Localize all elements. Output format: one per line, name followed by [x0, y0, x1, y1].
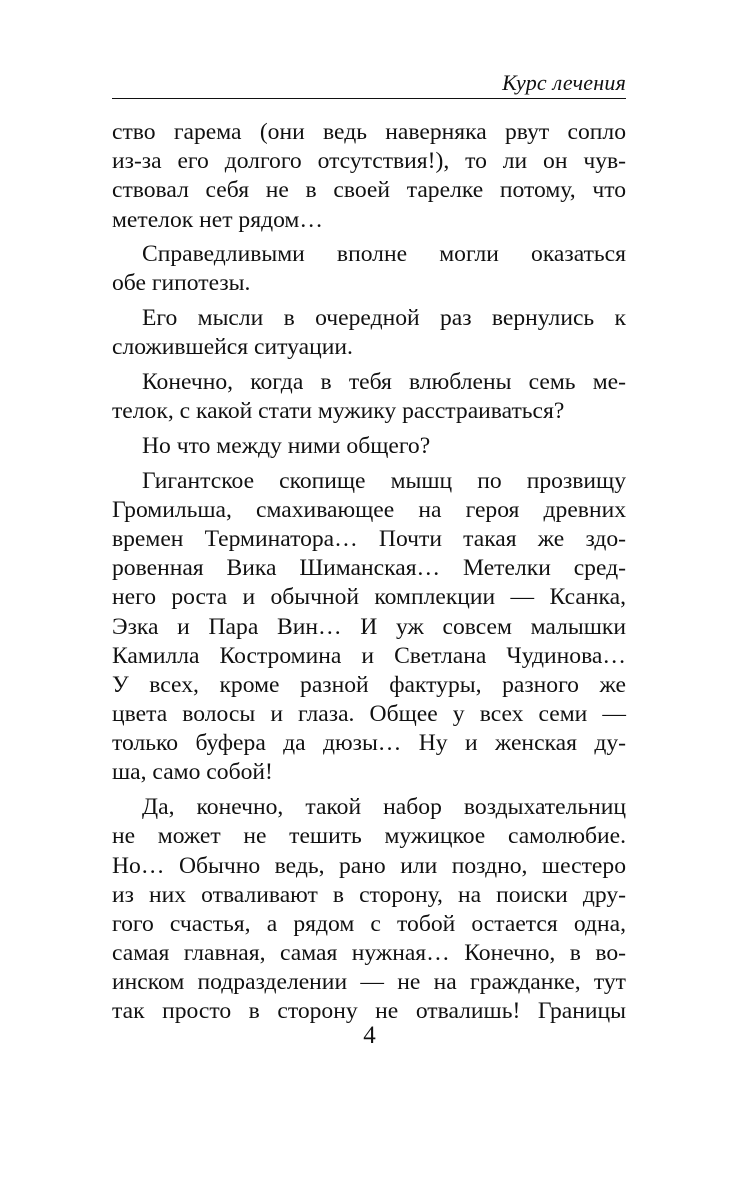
paragraph: [112, 304, 626, 362]
text-line: самая главная, самая нужная… Конечно, в во-: [112, 940, 626, 967]
paragraph: [112, 467, 626, 788]
text-line: ша, само собой!: [112, 759, 273, 786]
paragraph: [112, 368, 626, 426]
text-line: метелок нет рядом…: [112, 206, 323, 233]
text-line: не может не тешить мужицкое самолюбие.: [112, 823, 626, 850]
page-number: 4: [363, 1022, 376, 1049]
running-head: Курс лечения: [112, 72, 626, 99]
body-text: [112, 118, 626, 1032]
text-line: из них отваливают в сторону, на поиски дру-: [112, 881, 626, 908]
text-line: Гигантское скопище мышц по прозвищу: [142, 467, 626, 494]
text-line: Конечно, когда в тебя влюблены семь ме-: [142, 369, 626, 395]
text-line: ствовал себя не в своей тарелке потому, что: [112, 177, 626, 204]
text-line: цвета волосы и глаза. Общее у всех семи —: [112, 701, 626, 728]
text-line: только буфера да дюзы… Ну и женская ду-: [112, 730, 626, 757]
text-line: сложившейся ситуации.: [112, 334, 353, 361]
text-line: телок, с какой стати мужику расстраиваться?: [112, 398, 565, 425]
text-line: обе гипотезы.: [112, 270, 251, 297]
text-line: Камилла Костромина и Светлана Чудинова…: [112, 642, 626, 669]
text-line: Справедливыми вполне могли оказаться: [142, 241, 626, 268]
text-line: У всех, кроме разной фактуры, разного же: [112, 671, 626, 698]
paragraph: [112, 793, 626, 1027]
text-line: него роста и обычной комплекции — Ксанка,: [112, 584, 626, 611]
paragraph: [112, 118, 626, 235]
text-line: из-за его долгого отсутствия!), то ли он чув-: [112, 148, 626, 175]
text-line: времен Терминатора… Почти такая же здо-: [112, 525, 626, 552]
text-line: инском подразделении — не на гражданке, тут: [112, 969, 626, 996]
text-line: Но что между ними общего?: [142, 432, 431, 459]
text-line: так просто в сторону не отвалишь! Границы: [112, 998, 626, 1025]
paragraph: [112, 432, 626, 461]
paragraph: [112, 240, 626, 298]
text-line: Его мысли в очередной раз вернулись к: [142, 305, 626, 332]
text-line: Громильша, смахивающее на героя древних: [112, 496, 626, 523]
text-line: Эзка и Пара Вин… И уж совсем малышки: [112, 613, 626, 640]
text-line: ство гарема (они ведь наверняка рвут сопло: [112, 119, 626, 145]
text-line: гого счастья, а рядом с тобой остается одна,: [112, 910, 626, 937]
text-line: Но… Обычно ведь, рано или поздно, шестеро: [112, 852, 626, 879]
text-line: ровенная Вика Шиманская… Метелки сред-: [112, 555, 626, 582]
text-line: Да, конечно, такой набор воздыхательниц: [142, 794, 626, 821]
